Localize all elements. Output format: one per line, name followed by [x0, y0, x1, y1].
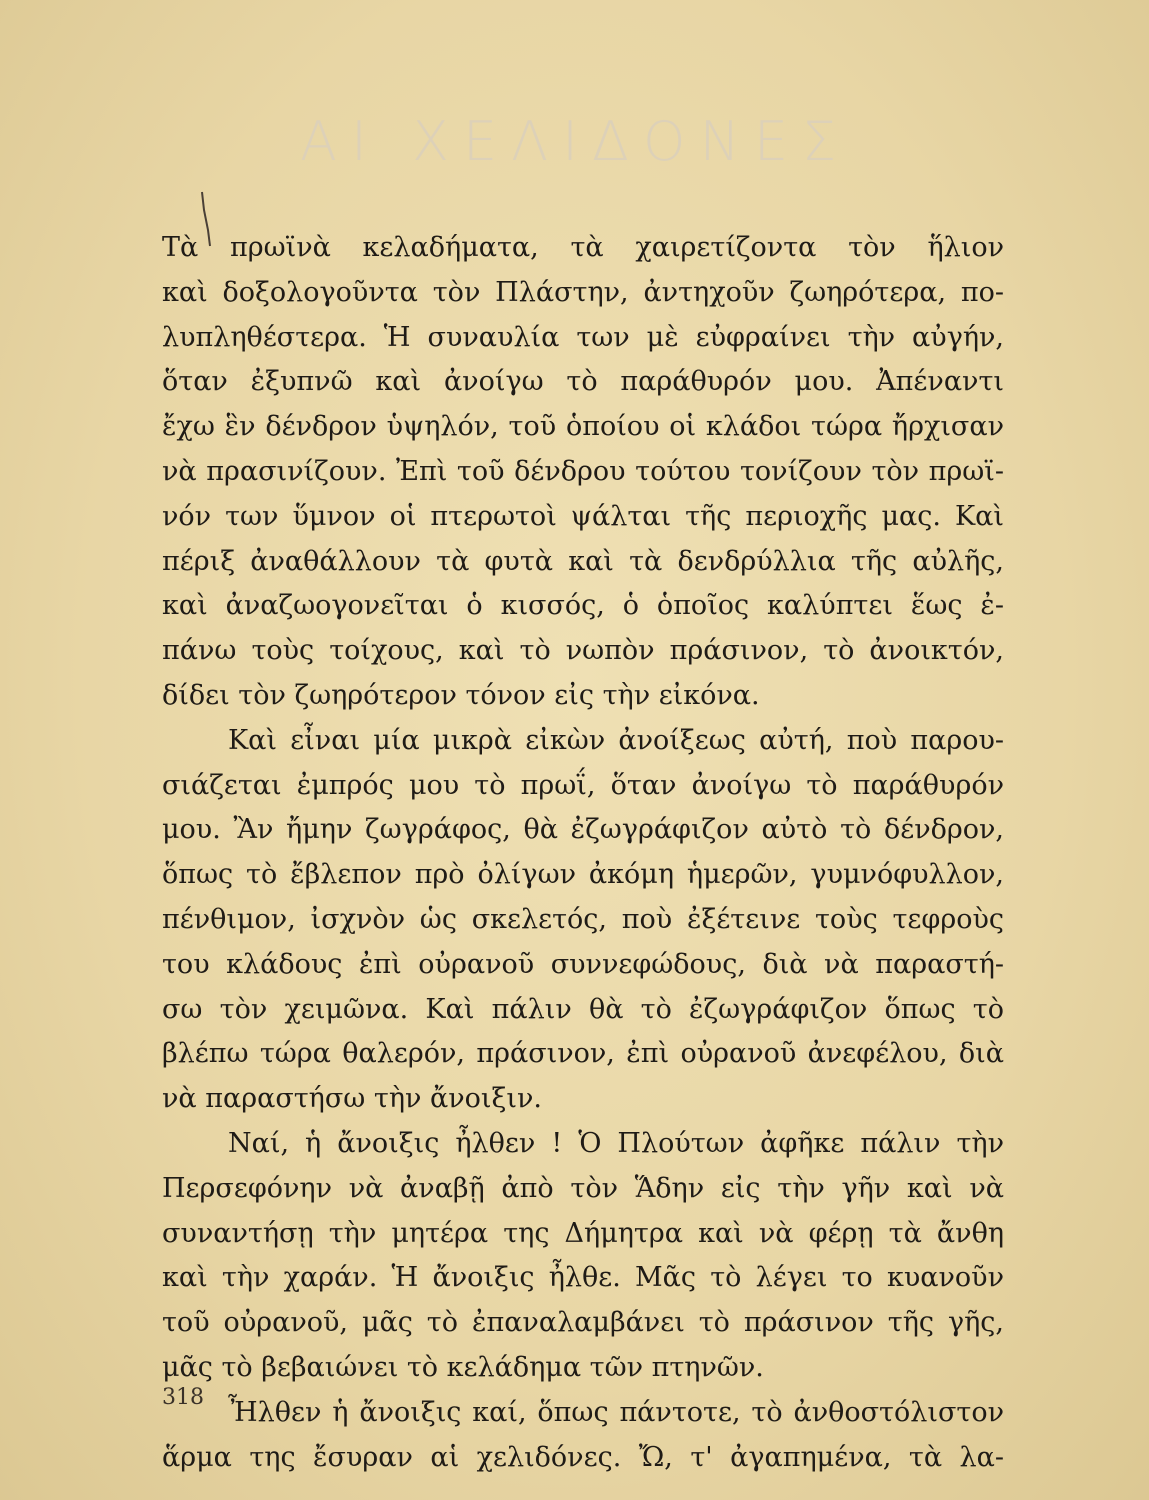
text-line: Ναί, ἡ ἄνοιξις ἦλθεν ! Ὁ Πλούτων ἀφῆκε πάλιν τὴν — [228, 1127, 1004, 1159]
text-line: ἔχω ἓν δένδρον ὑψηλόν, τοῦ ὁποίου οἱ κλάδοι τώρα ἤρχισαν — [162, 411, 1004, 443]
text-line: καὶ τὴν χαράν. Ἡ ἄνοιξις ἦλθε. Μᾶς τὸ λέγει το κυανοῦν — [162, 1262, 1004, 1294]
text-line: συναντήσῃ τὴν μητέρα της Δήμητρα καὶ νὰ φέρῃ τὰ ἄνθη — [162, 1217, 1004, 1249]
text-line: Περσεφόνην νὰ ἀναβῇ ἀπὸ τὸν Ἅδην εἰς τὴν γῆν καὶ νὰ — [162, 1172, 1004, 1204]
text-line: βλέπω τώρα θαλερόν, πράσινον, ἐπὶ οὐρανοῦ ἀνεφέλου, διὰ — [162, 1038, 1004, 1070]
text-line: μου. Ἂν ἤμην ζωγράφος, θὰ ἐζωγράφιζον αὐτὸ τὸ δένδρον, — [162, 814, 1004, 846]
text-line: Ἦλθεν ἡ ἄνοιξις καί, ὅπως πάντοτε, τὸ ἀνθοστόλιστον — [228, 1396, 1004, 1428]
text-line: καὶ ἀναζωογονεῖται ὁ κισσός, ὁ ὁποῖος καλύπτει ἕως ἐ- — [162, 590, 1004, 622]
text-line: σιάζεται ἐμπρός μου τὸ πρωΐ, ὅταν ἀνοίγω τὸ παράθυρόν — [162, 769, 1004, 801]
text-line: πάνω τοὺς τοίχους, καὶ τὸ νωπὸν πράσινον, τὸ ἀνοικτόν, — [162, 635, 1004, 667]
text-line: νὰ πρασινίζουν. Ἐπὶ τοῦ δένδρου τούτου τονίζουν τὸν πρωϊ- — [162, 455, 1004, 487]
text-line: πένθιμον, ἰσχνὸν ὡς σκελετός, ποὺ ἐξέτεινε τοὺς τεφροὺς — [162, 903, 1004, 935]
chapter-title: ΑΙ ΧΕΛΙΔΟΝΕΣ — [300, 110, 851, 173]
text-line: καὶ δοξολογοῦντα τὸν Πλάστην, ἀντηχοῦν ζωηρότερα, πο- — [162, 276, 1004, 308]
text-line: Καὶ εἶναι μία μικρὰ εἰκὼν ἀνοίξεως αὐτή, ποὺ παρου- — [228, 724, 1004, 756]
text-line: του κλάδους ἐπὶ οὐρανοῦ συννεφώδους, διὰ νὰ παραστή- — [162, 948, 1004, 980]
page-number: 318 — [162, 1385, 204, 1410]
text-line: πέριξ ἀναθάλλουν τὰ φυτὰ καὶ τὰ δενδρύλλια τῆς αὐλῆς, — [162, 545, 1004, 577]
text-line: δίδει τὸν ζωηρότερον τόνον εἰς τὴν εἰκόνα. — [162, 679, 760, 711]
text-line: τοῦ οὐρανοῦ, μᾶς τὸ ἐπαναλαμβάνει τὸ πράσινον τῆς γῆς, — [162, 1307, 1004, 1339]
text-line: ὅπως τὸ ἔβλεπον πρὸ ὀλίγων ἀκόμη ἡμερῶν, γυμνόφυλλον, — [162, 859, 1004, 891]
body-text — [162, 226, 1004, 1480]
text-line: Τὰ πρωϊνὰ κελαδήματα, τὰ χαιρετίζοντα τὸν ἥλιον — [162, 232, 1004, 263]
text-line: σω τὸν χειμῶνα. Καὶ πάλιν θὰ τὸ ἐζωγράφιζον ὅπως τὸ — [162, 993, 1004, 1025]
text-line: ὅταν ἐξυπνῶ καὶ ἀνοίγω τὸ παράθυρόν μου. Ἀπέναντι — [162, 366, 1004, 398]
text-line: λυπληθέστερα. Ἡ συναυλία των μὲ εὐφραίνει τὴν αὐγήν, — [162, 321, 1004, 353]
text-line: νόν των ὕμνον οἱ πτερωτοὶ ψάλται τῆς περιοχῆς μας. Καὶ — [162, 500, 1004, 532]
text-line: ἅρμα της ἔσυραν αἱ χελιδόνες. Ὤ, τ' ἀγαπημένα, τὰ λα- — [162, 1441, 1004, 1473]
text-line: νὰ παραστήσω τὴν ἄνοιξιν. — [162, 1083, 542, 1115]
text-line: μᾶς τὸ βεβαιώνει τὸ κελάδημα τῶν πτηνῶν. — [162, 1351, 764, 1383]
